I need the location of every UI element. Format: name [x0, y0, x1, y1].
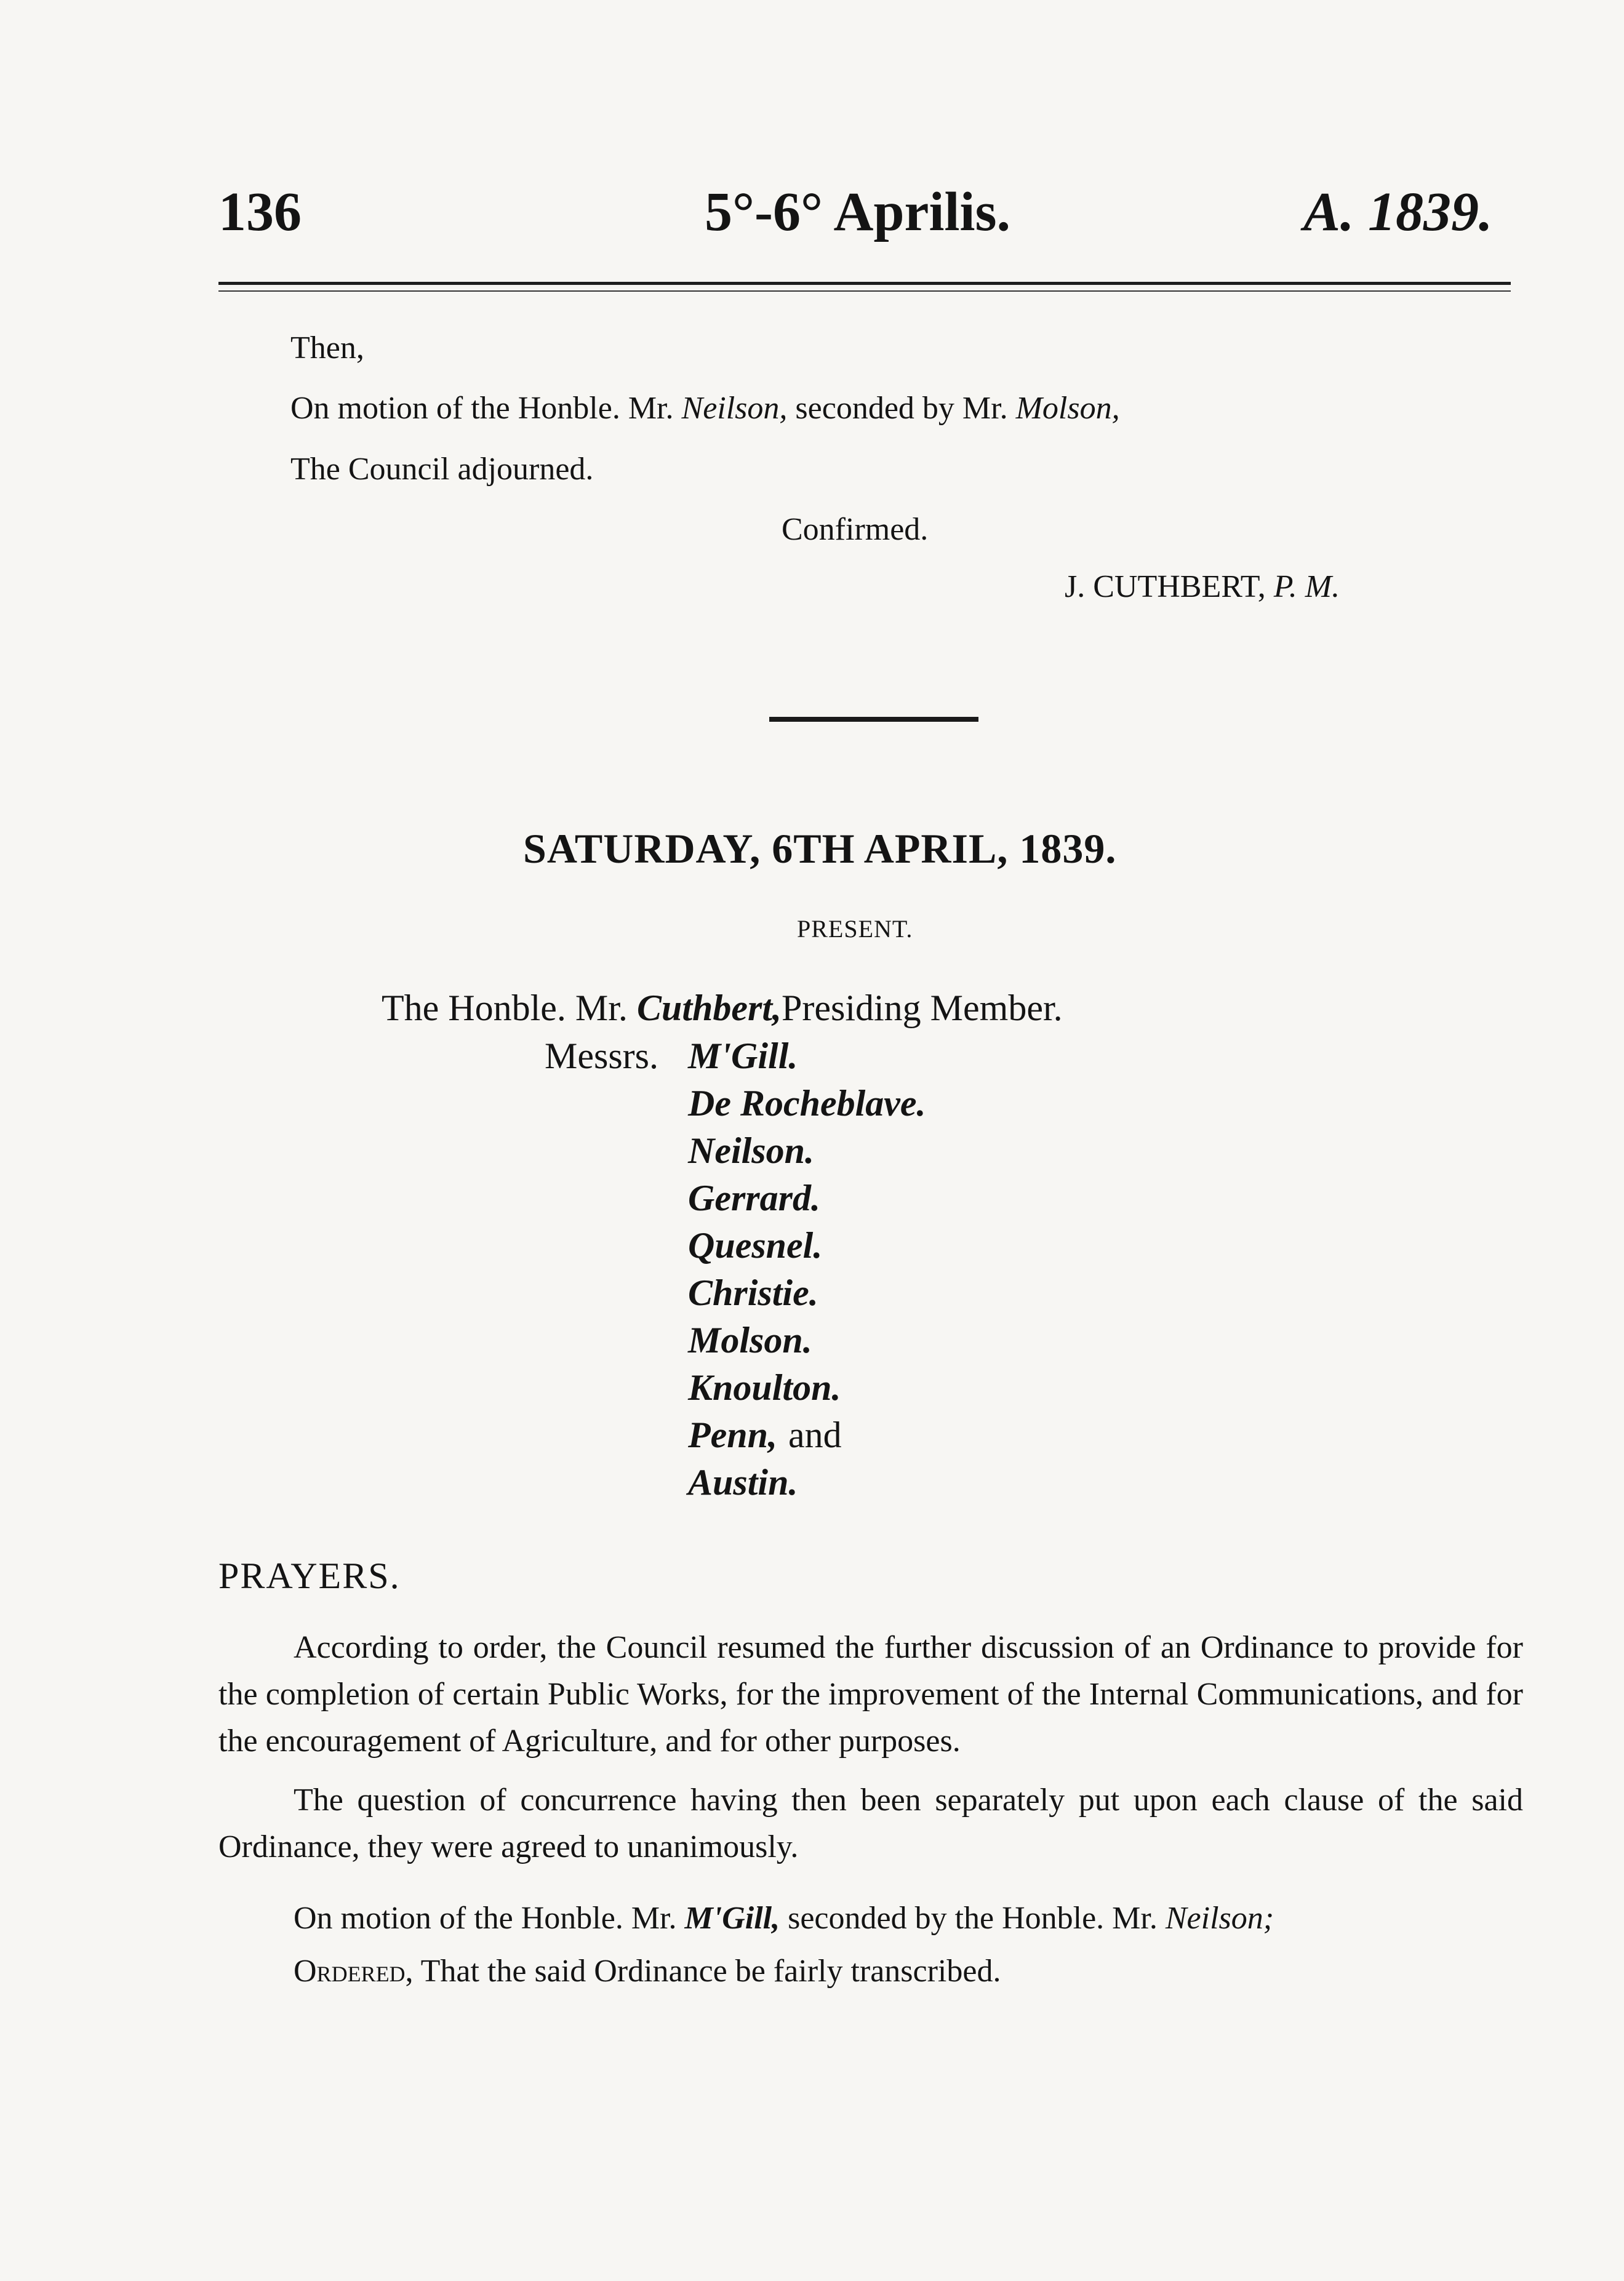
member-name: M'Gill. — [688, 1036, 798, 1076]
motion-2-seconder: Neilson; — [1165, 1901, 1274, 1936]
paragraph-2-text: The question of concurrence having then been separately put upon each clause of the said Ordinance, they were agreed to unanimously. — [218, 1783, 1523, 1864]
member-row — [688, 1322, 926, 1369]
presiding-name: Cuthbert, — [636, 988, 782, 1028]
header-rule-thick — [218, 282, 1511, 285]
member-name: Christie. — [688, 1272, 818, 1313]
transcription-motion — [294, 1903, 1274, 1935]
motion-2-middle: seconded by the Honble. Mr. — [788, 1901, 1158, 1936]
presiding-member — [382, 989, 1063, 1026]
member-row — [688, 1464, 926, 1511]
member-row — [688, 1085, 926, 1132]
running-header-date: 5°-6° Aprilis. — [705, 182, 1011, 242]
line-then: Then, — [290, 330, 364, 366]
motion-mover: Neilson, — [681, 391, 788, 426]
messrs-label: Messrs. — [545, 1036, 659, 1076]
motion-2-mover: M'Gill, — [684, 1901, 780, 1936]
member-name: Neilson. — [688, 1130, 815, 1171]
header-rule-thin — [218, 290, 1511, 292]
member-row — [688, 1369, 926, 1416]
motion-middle: seconded by Mr. — [795, 391, 1008, 426]
member-name: Knoulton. — [688, 1367, 841, 1408]
signature-name: J. CUTHBERT, — [1065, 569, 1266, 604]
member-row — [688, 1274, 926, 1322]
signature — [1065, 571, 1340, 603]
motion-seconder: Molson, — [1015, 391, 1120, 426]
present-label: PRESENT. — [797, 915, 913, 943]
page-number: 136 — [218, 182, 302, 242]
prayers-heading: PRAYERS. — [218, 1556, 401, 1596]
paragraph-ordinance-discussion — [218, 1624, 1523, 1765]
member-name: Penn, — [688, 1415, 778, 1455]
paragraph-concurrence — [218, 1777, 1523, 1871]
member-name: Gerrard. — [688, 1178, 821, 1218]
council-adjourned: The Council adjourned. — [290, 452, 594, 487]
motion-2-prefix: On motion of the Honble. Mr. — [294, 1901, 677, 1936]
sitting-date: SATURDAY, 6TH APRIL, 1839. — [523, 825, 1117, 872]
member-name: Austin. — [688, 1462, 798, 1503]
member-row — [688, 1037, 926, 1085]
order-text: That the said Ordinance be fairly transcribed. — [420, 1954, 1001, 1989]
order-line — [294, 1955, 1001, 1987]
confirmed: Confirmed. — [782, 512, 929, 547]
member-row — [688, 1416, 926, 1464]
motion-prefix: On motion of the Honble. Mr. — [290, 391, 674, 426]
member-row — [688, 1180, 926, 1227]
presiding-prefix: The Honble. Mr. — [382, 988, 628, 1028]
running-header-year: A. 1839. — [1303, 182, 1493, 242]
member-row — [688, 1132, 926, 1180]
member-name: Molson. — [688, 1320, 812, 1360]
adjournment-motion — [290, 393, 1120, 425]
ordered-label: Ordered, — [294, 1954, 414, 1989]
members-list — [688, 1037, 926, 1511]
member-row — [688, 1227, 926, 1274]
member-suffix: and — [788, 1415, 842, 1455]
section-divider — [769, 717, 978, 722]
paragraph-1-text: According to order, the Council resumed the further discussion of an Ordinance to provide for the completion of certain Public Works, for the improvement of the Internal Communications, and for the encouragement of Agriculture, and for other purposes. — [218, 1630, 1523, 1759]
member-name: De Rocheblave. — [688, 1083, 926, 1124]
presiding-role: Presiding Member. — [782, 988, 1063, 1028]
member-name: Quesnel. — [688, 1225, 823, 1266]
signature-title: P. M. — [1273, 569, 1340, 604]
